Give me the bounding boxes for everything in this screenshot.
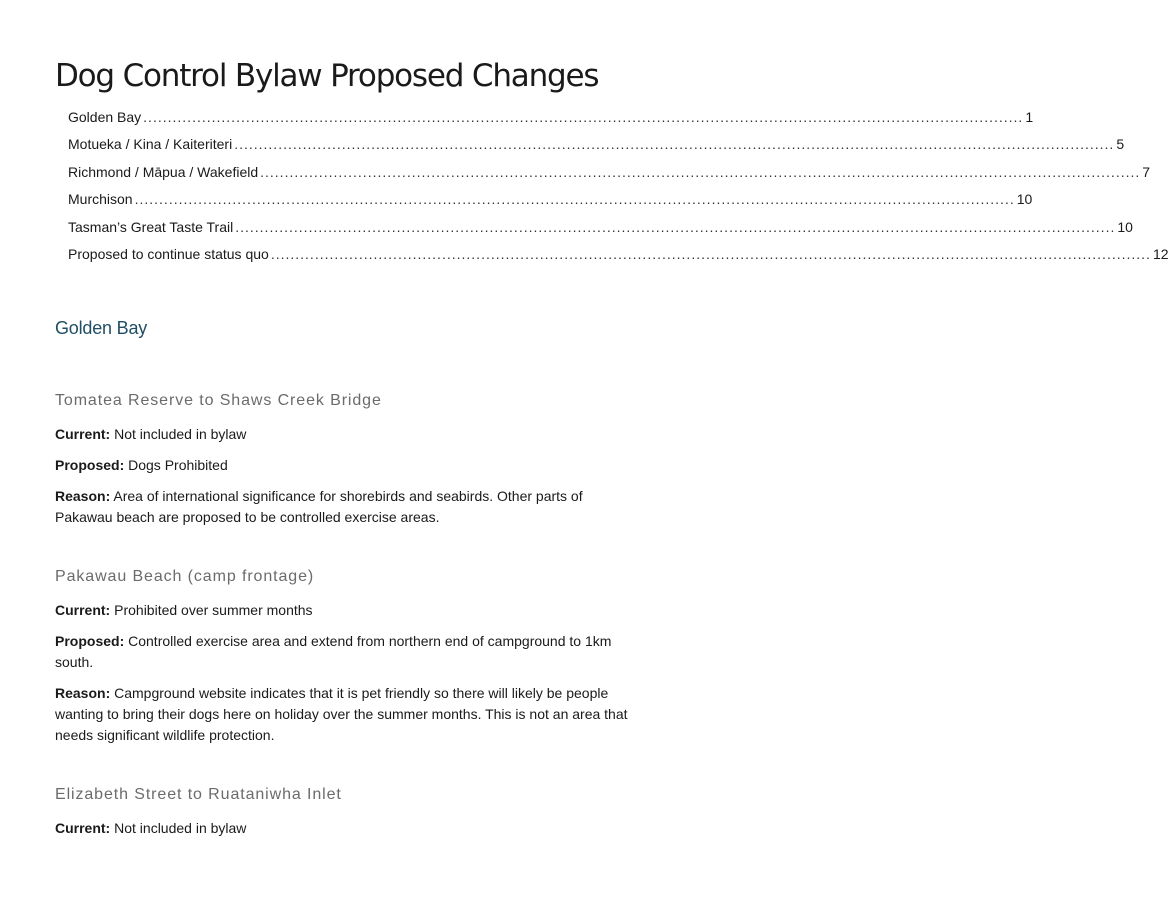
- section-heading-golden-bay: Golden Bay: [55, 318, 148, 339]
- toc-entry-richmond[interactable]: [68, 159, 1151, 186]
- toc-dot-leader: ....................................................................................................................................................................................: [143, 109, 1024, 125]
- current-value: Not included in bylaw: [114, 820, 247, 837]
- current-label: Current:: [55, 426, 111, 443]
- document-title: Dog Control Bylaw Proposed Changes: [55, 58, 599, 94]
- toc-entry-murchison[interactable]: [68, 186, 1033, 213]
- entry-heading-pakawau: Pakawau Beach (camp frontage): [55, 568, 315, 586]
- proposed-label: Proposed:: [55, 457, 125, 474]
- toc-entry-label: Proposed to continue status quo: [68, 245, 269, 262]
- entry-reason: [55, 683, 636, 746]
- toc-entry-label: Tasman’s Great Taste Trail: [68, 218, 234, 235]
- toc-entry-label: Richmond / Māpua / Wakefield: [68, 163, 259, 180]
- toc-dot-leader: ....................................................................................................................................................................................: [260, 163, 1141, 180]
- toc-entry-status-quo[interactable]: [68, 241, 1169, 268]
- proposed-value: Controlled exercise area and extend from northern end of campground to 1km south.: [55, 633, 612, 671]
- toc-dot-leader: ....................................................................................................................................................................................: [235, 218, 1116, 235]
- entry-heading-elizabeth-street: Elizabeth Street to Ruataniwha Inlet: [55, 786, 342, 804]
- toc-entry-page: 10: [1016, 191, 1033, 208]
- entry-proposed: [55, 455, 636, 476]
- toc-dot-leader: ....................................................................................................................................................................................: [134, 191, 1015, 208]
- toc-entry-label: Golden Bay: [68, 109, 142, 125]
- table-of-contents: [68, 104, 1169, 268]
- toc-entry-label: Murchison: [68, 191, 133, 208]
- reason-label: Reason:: [55, 685, 111, 702]
- current-value: Prohibited over summer months: [114, 602, 313, 619]
- reason-value: Campground website indicates that it is pet friendly so there will likely be people wanting to bring their dogs here on holiday over the summer months. This is not an area that needs significant wildlife protection.: [55, 685, 628, 744]
- entry-current: [55, 424, 636, 445]
- toc-entry-page: 12: [1152, 245, 1169, 262]
- toc-entry-page: 7: [1142, 163, 1151, 180]
- current-label: Current:: [55, 602, 111, 619]
- toc-entry-golden-bay[interactable]: [68, 104, 1034, 131]
- entry-current: [55, 818, 636, 839]
- toc-entry-great-taste-trail[interactable]: [68, 214, 1133, 241]
- entry-reason: [55, 486, 636, 528]
- toc-entry-page: 1: [1025, 109, 1034, 125]
- proposed-label: Proposed:: [55, 633, 125, 650]
- toc-entry-page: 10: [1117, 218, 1133, 235]
- current-label: Current:: [55, 820, 111, 837]
- toc-dot-leader: ....................................................................................................................................................................................: [270, 245, 1151, 262]
- entry-proposed: [55, 631, 636, 673]
- entry-heading-tomatea: Tomatea Reserve to Shaws Creek Bridge: [55, 392, 382, 410]
- current-value: Not included in bylaw: [114, 426, 247, 443]
- toc-entry-page: 5: [1116, 136, 1125, 153]
- reason-label: Reason:: [55, 488, 111, 505]
- toc-entry-label: Motueka / Kina / Kaiteriteri: [68, 136, 233, 153]
- proposed-value: Dogs Prohibited: [128, 457, 228, 474]
- toc-entry-motueka[interactable]: [68, 131, 1125, 158]
- entry-current: [55, 600, 636, 621]
- reason-value: Area of international significance for shorebirds and seabirds. Other parts of Pakawau beach are proposed to be controlled exercise areas.: [55, 488, 583, 526]
- toc-dot-leader: ....................................................................................................................................................................................: [234, 136, 1115, 153]
